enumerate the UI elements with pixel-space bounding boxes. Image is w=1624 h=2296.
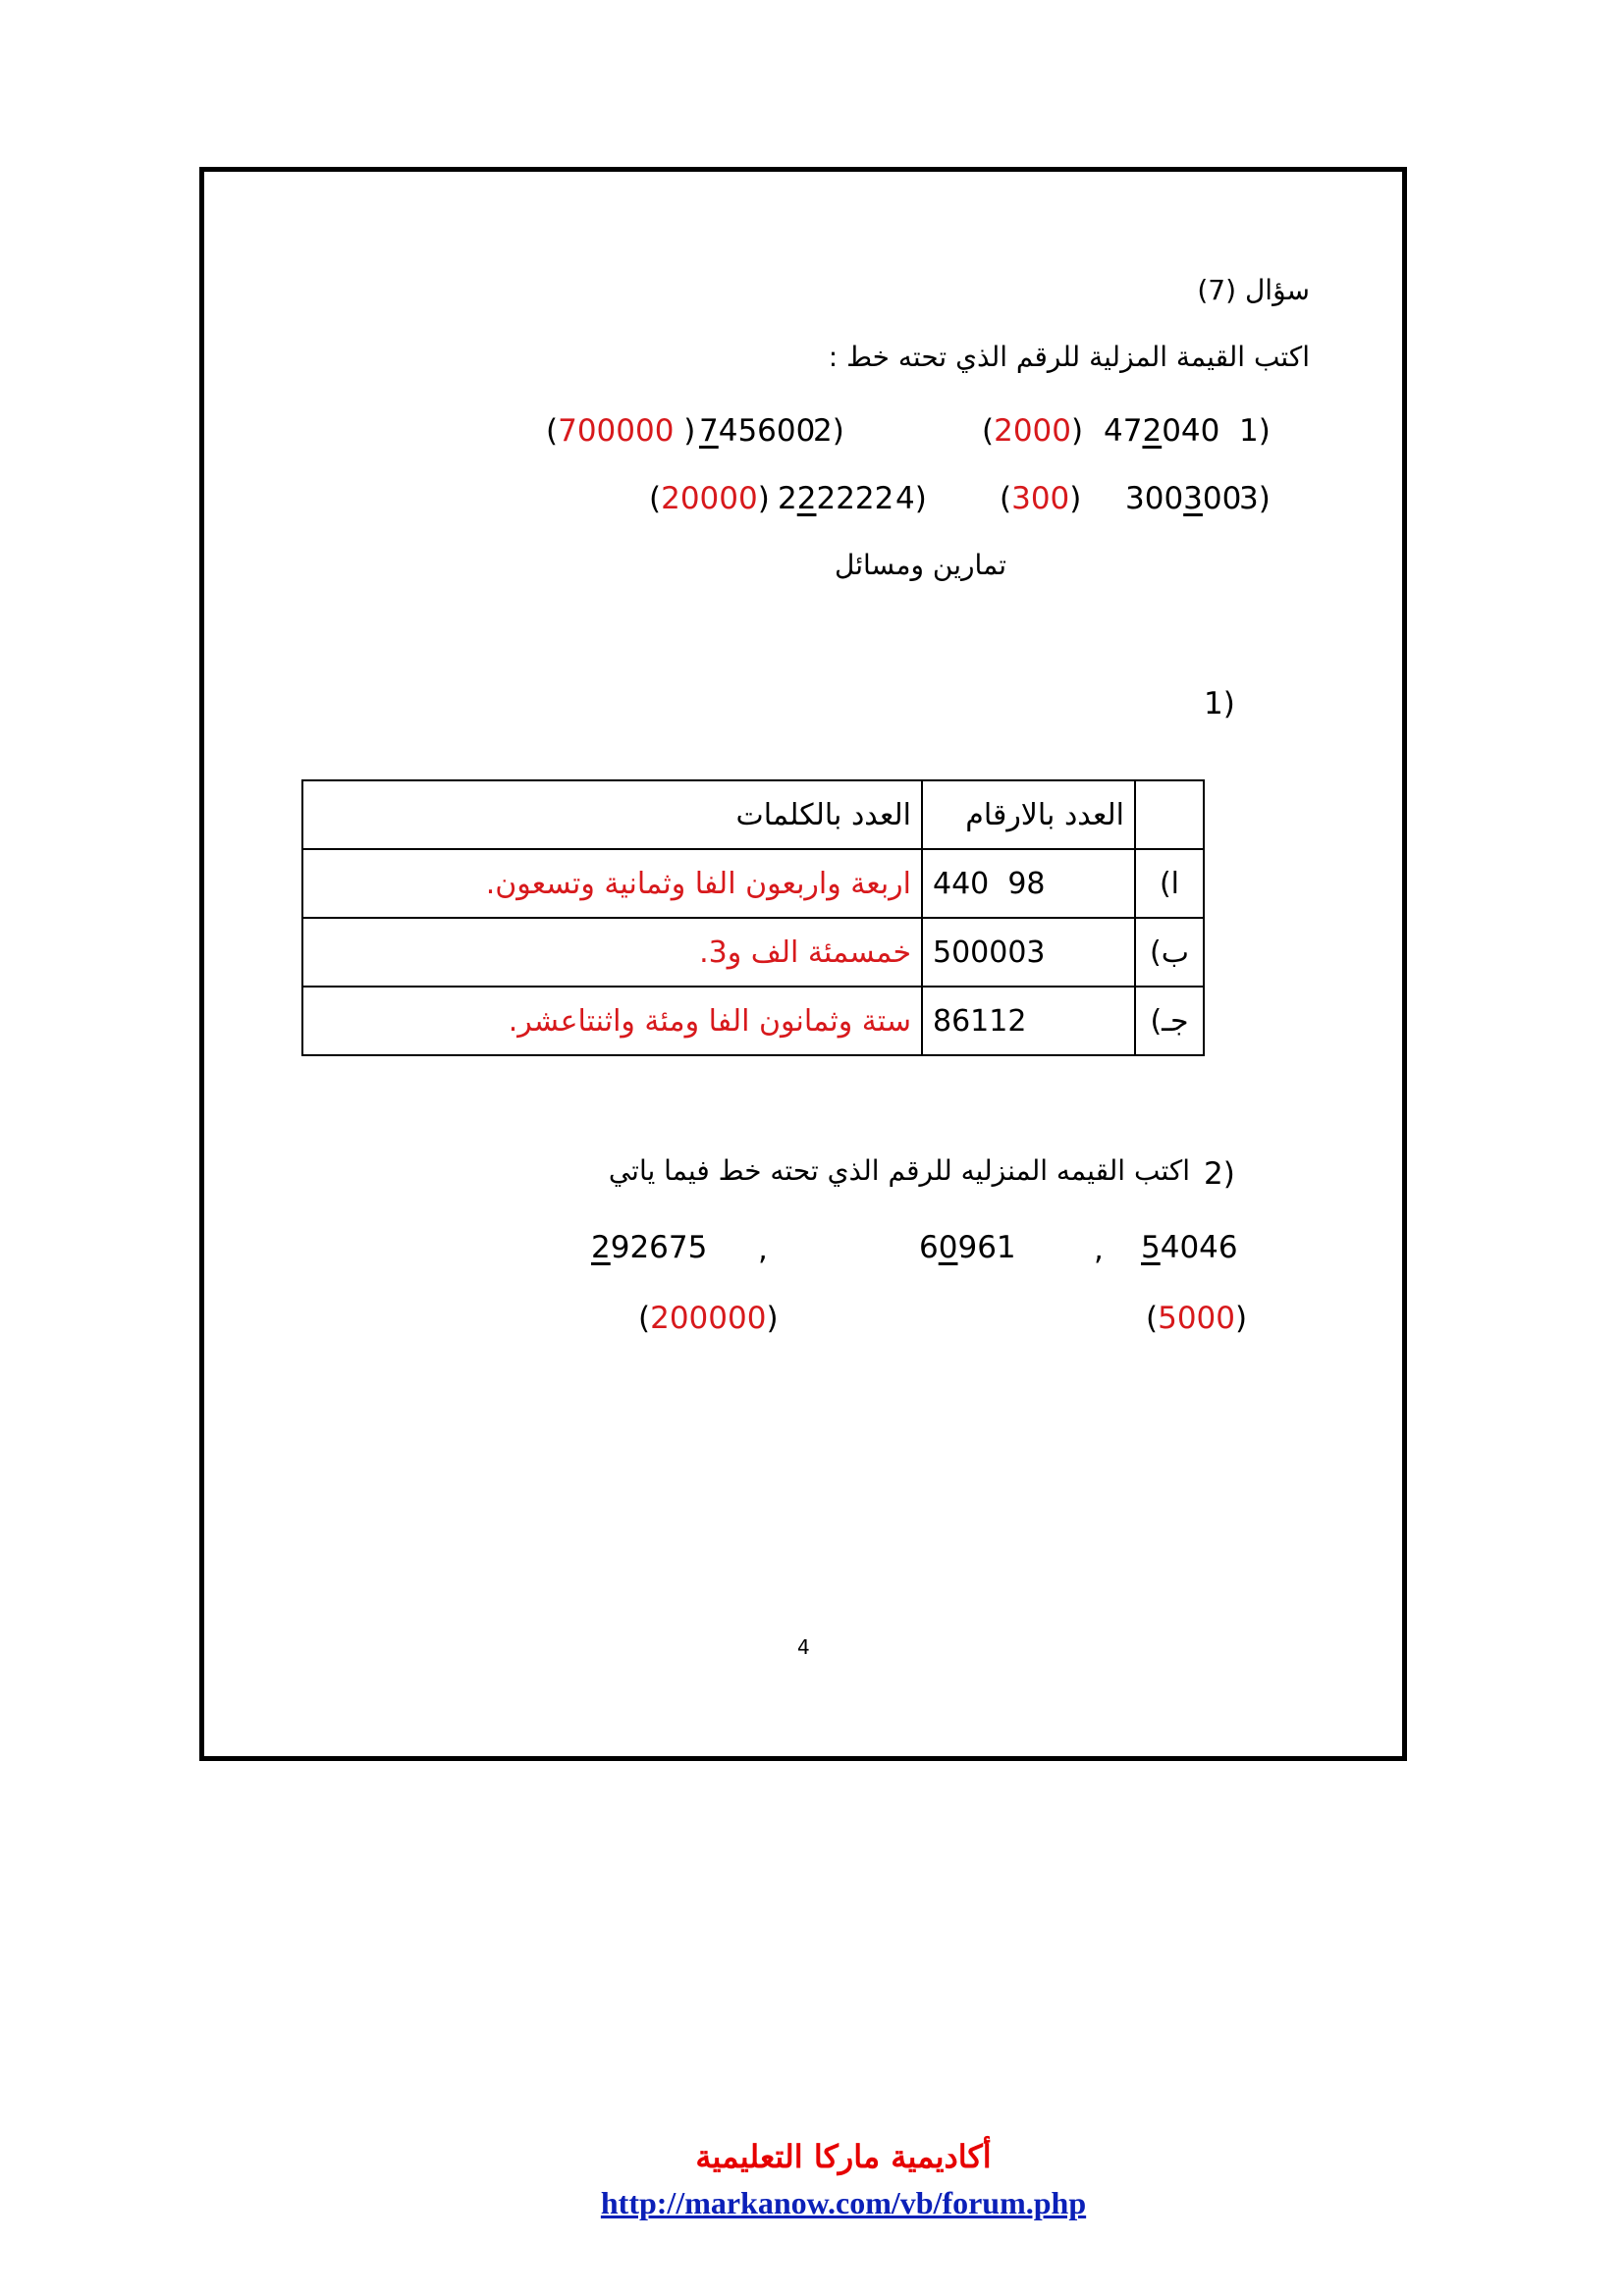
forum-link[interactable]: http://markanow.com/vb/forum.php — [600, 2185, 1087, 2220]
ex2-number-2: 60961 — [919, 1230, 1016, 1265]
item-index-3: 3) — [1239, 481, 1271, 516]
header-words: العدد بالكلمات — [302, 780, 922, 849]
item-number-1: 472040 — [1104, 413, 1220, 449]
row-number: 86112 — [922, 987, 1135, 1055]
exercise2-number: 2) — [1204, 1156, 1235, 1192]
table-row — [302, 987, 1204, 1055]
item-number-4: 222222 — [778, 481, 894, 516]
header-numbers: العدد بالارقام — [922, 780, 1135, 849]
ex2-number-3: 292675 — [591, 1230, 708, 1265]
ex2-answer-1: (5000) — [1146, 1301, 1248, 1336]
row-number: 500003 — [922, 918, 1135, 987]
ex2-number-1: 54046 — [1141, 1230, 1238, 1265]
ex2-separator-2: , — [758, 1232, 768, 1267]
item-index-2: 2) — [813, 413, 844, 449]
item-answer-4: (20000) — [649, 481, 770, 516]
row-words: خمسمئة الف و3. — [302, 918, 922, 987]
table-row — [302, 918, 1204, 987]
question-title: سؤال (7) — [1197, 274, 1310, 306]
table-header-row — [302, 780, 1204, 849]
numbers-table — [301, 779, 1205, 1056]
item-index-1: 1) — [1239, 413, 1271, 449]
item-index-4: 4) — [895, 481, 927, 516]
row-label: ا) — [1135, 849, 1204, 918]
exercise1-number: 1) — [1204, 686, 1235, 721]
ex2-answer-3: (200000) — [638, 1301, 779, 1336]
academy-name: أكاديمية ماركا التعليمية — [695, 2138, 992, 2175]
question-instruction: اكتب القيمة المزلية للرقم الذي تحته خط : — [828, 341, 1310, 373]
table-row — [302, 849, 1204, 918]
item-answer-1: (2000) — [982, 413, 1084, 449]
item-number-3: 300300 — [1125, 481, 1242, 516]
section-title: تمارين ومسائل — [835, 549, 1007, 581]
ex2-separator-1: , — [1094, 1232, 1104, 1267]
exercise2-instruction: اكتب القيمه المنزليه للرقم الذي تحته خط فيما ياتي — [608, 1154, 1190, 1187]
page-number: 4 — [797, 1635, 810, 1659]
row-label: جـ) — [1135, 987, 1204, 1055]
item-answer-2: (700000 ) — [546, 413, 696, 449]
item-number-2: 745600 — [699, 413, 816, 449]
row-label: ب) — [1135, 918, 1204, 987]
row-number: 440 98 — [922, 849, 1135, 918]
row-words: اربعة واربعون الفا وثمانية وتسعون. — [302, 849, 922, 918]
header-label-cell — [1135, 780, 1204, 849]
item-answer-3: (300) — [1000, 481, 1082, 516]
row-words: ستة وثمانون الفا ومئة واثنتاعشر. — [302, 987, 922, 1055]
